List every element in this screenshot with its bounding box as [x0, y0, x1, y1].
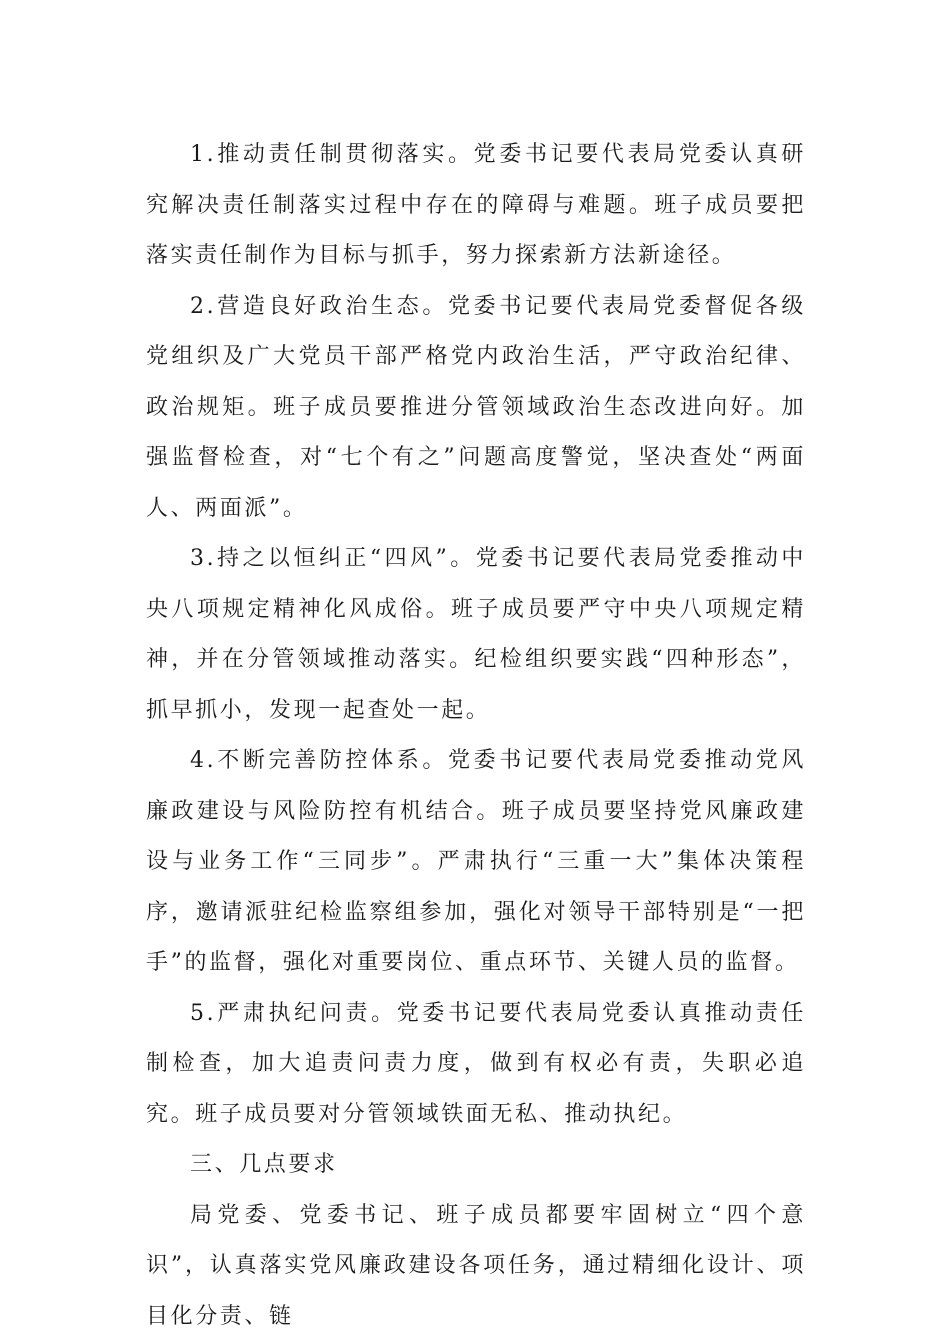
paragraph-item-2: 2.营造良好政治生态。党委书记要代表局党委督促各级党组织及广大党员干部严格党内政治生活，严守政治纪律、政治规矩。班子成员要推进分管领域政治生态改进向好。加强监督检查，对“七个有之”问题高度警觉，坚决查处“两面人、两面派”。 — [146, 293, 806, 521]
section-heading: 三、几点要求 — [190, 1152, 338, 1177]
paragraph-item-4: 4.不断完善防控体系。党委书记要代表局党委推动党风廉政建设与风险防控有机结合。班子成员要坚持党风廉政建设与业务工作“三同步”。严肃执行“三重一大”集体决策程序，邀请派驻纪检监察组参加，强化对领导干部特别是“一把手”的监督，强化对重要岗位、重点环节、关键人员的监督。 — [146, 748, 806, 975]
closing-paragraph: 局党委、党委书记、班子成员都要牢固树立“四个意识”，认真落实党风廉政建设各项任务，通过精细化设计、项目化分责、链 — [146, 1202, 806, 1329]
document-body — [146, 130, 806, 1342]
paragraph-item-5: 5.严肃执纪问责。党委书记要代表局党委认真推动责任制检查，加大追责问责力度，做到有权必有责，失职必追究。班子成员要对分管领域铁面无私、推动执纪。 — [146, 1000, 806, 1127]
paragraph-item-1: 1.推动责任制贯彻落实。党委书记要代表局党委认真研究解决责任制落实过程中存在的障碍与难题。班子成员要把落实责任制作为目标与抓手，努力探索新方法新途径。 — [146, 142, 806, 268]
paragraph-item-3: 3.持之以恒纠正“四风”。党委书记要代表局党委推动中央八项规定精神化风成俗。班子成员要严守中央八项规定精神，并在分管领域推动落实。纪检组织要实践“四种形态”，抓早抓小，发现一起查处一起。 — [146, 546, 806, 723]
